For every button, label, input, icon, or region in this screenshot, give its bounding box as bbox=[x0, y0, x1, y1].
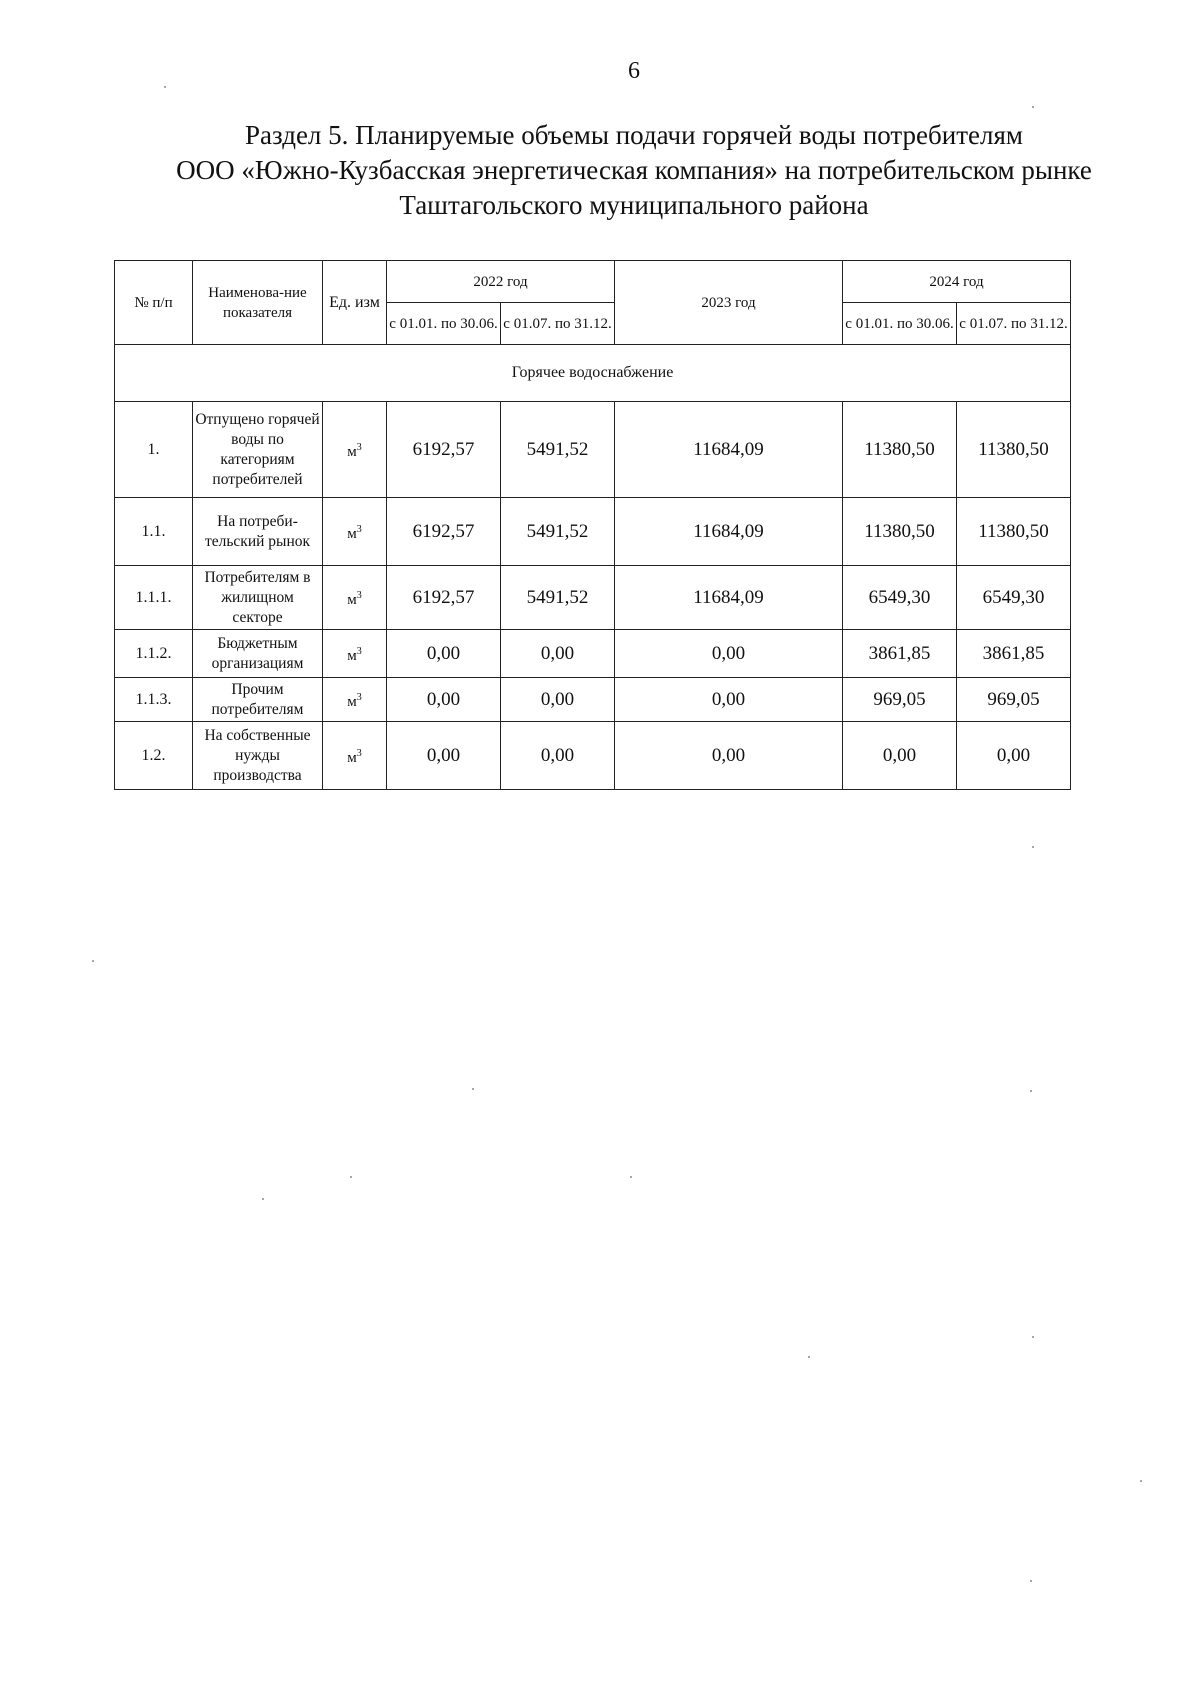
value-2024-h2: 3861,85 bbox=[957, 630, 1071, 678]
value-2022-h1: 0,00 bbox=[387, 722, 501, 790]
section-title: Горячее водоснабжение bbox=[115, 345, 1071, 402]
value-2024-h2: 11380,50 bbox=[957, 498, 1071, 566]
value-2024-h1: 11380,50 bbox=[843, 498, 957, 566]
header-num: № п/п bbox=[115, 261, 193, 345]
value-2022-h1: 6192,57 bbox=[387, 566, 501, 630]
value-2023: 11684,09 bbox=[615, 566, 843, 630]
scan-speck bbox=[1030, 1090, 1032, 1092]
row-num: 1.1.1. bbox=[115, 566, 193, 630]
scan-speck bbox=[1032, 106, 1034, 108]
value-2023: 11684,09 bbox=[615, 402, 843, 498]
document-title bbox=[34, 118, 1200, 223]
value-2022-h1: 0,00 bbox=[387, 630, 501, 678]
header-period-2024-h2: с 01.07. по 31.12. bbox=[957, 303, 1071, 345]
value-2022-h2: 0,00 bbox=[501, 630, 615, 678]
value-2023: 0,00 bbox=[615, 678, 843, 722]
table-row bbox=[115, 722, 1071, 790]
scan-speck bbox=[472, 1088, 474, 1090]
scan-speck bbox=[1032, 846, 1034, 848]
row-num: 1.1.2. bbox=[115, 630, 193, 678]
scan-speck bbox=[92, 960, 94, 962]
row-num: 1.1.3. bbox=[115, 678, 193, 722]
value-2024-h2: 969,05 bbox=[957, 678, 1071, 722]
value-2023: 0,00 bbox=[615, 630, 843, 678]
table-row bbox=[115, 678, 1071, 722]
row-name: На потреби-тельский рынок bbox=[193, 498, 323, 566]
row-unit: $м^3$ bbox=[323, 678, 387, 722]
value-2022-h2: 0,00 bbox=[501, 722, 615, 790]
value-2023: 11684,09 bbox=[615, 498, 843, 566]
value-2022-h1: 0,00 bbox=[387, 678, 501, 722]
table-row bbox=[115, 630, 1071, 678]
hot-water-supply-table bbox=[114, 260, 1071, 790]
header-year-2022: 2022 год bbox=[387, 261, 615, 303]
title-line-3: Таштагольского муниципального района bbox=[399, 190, 869, 220]
value-2022-h2: 0,00 bbox=[501, 678, 615, 722]
value-2024-h1: 969,05 bbox=[843, 678, 957, 722]
header-name: Наименова-ние показателя bbox=[193, 261, 323, 345]
value-2022-h2: 5491,52 bbox=[501, 566, 615, 630]
scan-speck bbox=[630, 1176, 632, 1178]
value-2024-h2: 11380,50 bbox=[957, 402, 1071, 498]
value-2023: 0,00 bbox=[615, 722, 843, 790]
row-unit: $м^3$ bbox=[323, 402, 387, 498]
row-name: На собственные нужды производства bbox=[193, 722, 323, 790]
scan-speck bbox=[1030, 1580, 1032, 1582]
value-2024-h2: 0,00 bbox=[957, 722, 1071, 790]
header-year-2024: 2024 год bbox=[843, 261, 1071, 303]
value-2022-h2: 5491,52 bbox=[501, 498, 615, 566]
row-unit: $м^3$ bbox=[323, 630, 387, 678]
header-period-2024-h1: с 01.01. по 30.06. bbox=[843, 303, 957, 345]
title-line-1: Раздел 5. Планируемые объемы подачи горячей воды потребителям bbox=[245, 120, 1023, 150]
row-unit: $м^3$ bbox=[323, 722, 387, 790]
value-2022-h1: 6192,57 bbox=[387, 498, 501, 566]
row-unit: $м^3$ bbox=[323, 498, 387, 566]
row-name: Прочим потребителям bbox=[193, 678, 323, 722]
table-row bbox=[115, 498, 1071, 566]
table-row bbox=[115, 402, 1071, 498]
title-line-2: ООО «Южно-Кузбасская энергетическая компания» на потребительском рынке bbox=[176, 155, 1092, 185]
row-name: Бюджетным организациям bbox=[193, 630, 323, 678]
header-year-2023: 2023 год bbox=[615, 261, 843, 345]
header-unit: Ед. изм bbox=[323, 261, 387, 345]
row-num: 1.2. bbox=[115, 722, 193, 790]
scan-speck bbox=[808, 1356, 810, 1358]
page-number: 6 bbox=[628, 58, 640, 84]
header-period-2022-h2: с 01.07. по 31.12. bbox=[501, 303, 615, 345]
row-num: 1.1. bbox=[115, 498, 193, 566]
value-2024-h1: 0,00 bbox=[843, 722, 957, 790]
scan-speck bbox=[164, 86, 166, 88]
row-name: Отпущено горячей воды по категориям потребителей bbox=[193, 402, 323, 498]
scan-speck bbox=[350, 1176, 352, 1178]
value-2024-h1: 6549,30 bbox=[843, 566, 957, 630]
value-2022-h1: 6192,57 bbox=[387, 402, 501, 498]
header-period-2022-h1: с 01.01. по 30.06. bbox=[387, 303, 501, 345]
value-2024-h2: 6549,30 bbox=[957, 566, 1071, 630]
scan-speck bbox=[1140, 1480, 1142, 1482]
table-row bbox=[115, 566, 1071, 630]
row-unit: $м^3$ bbox=[323, 566, 387, 630]
row-name: Потребителям в жилищном секторе bbox=[193, 566, 323, 630]
value-2024-h1: 3861,85 bbox=[843, 630, 957, 678]
scan-speck bbox=[262, 1198, 264, 1200]
row-num: 1. bbox=[115, 402, 193, 498]
value-2024-h1: 11380,50 bbox=[843, 402, 957, 498]
scan-speck bbox=[1032, 1336, 1034, 1338]
value-2022-h2: 5491,52 bbox=[501, 402, 615, 498]
